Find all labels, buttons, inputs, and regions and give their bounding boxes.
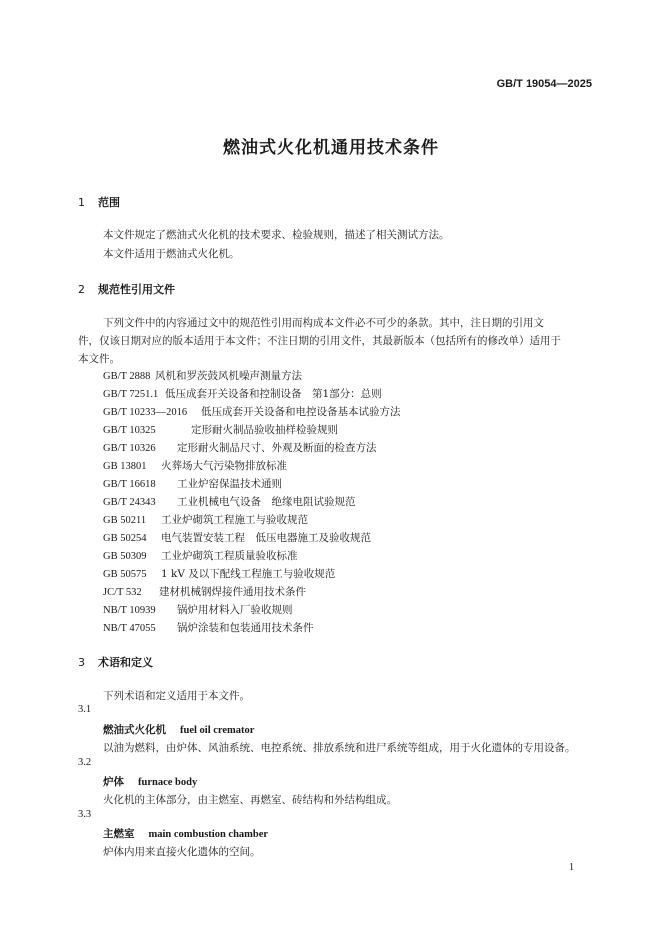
term-name-cn: 主燃室 (103, 828, 135, 840)
reference-code: GB 50309 (103, 551, 147, 562)
section-3-intro: 下列术语和定义适用于本文件。 (103, 690, 250, 702)
reference-code: GB 50254 (103, 533, 147, 544)
reference-code: GB 50211 (103, 515, 147, 526)
page-number: 1 (569, 862, 574, 873)
reference-item (103, 422, 338, 437)
document-title: 燃油式火化机通用技术条件 (223, 138, 439, 158)
reference-title: 定形耐火制品验收抽样检验规则 (191, 424, 338, 436)
section-title: 范围 (98, 196, 120, 209)
reference-code: GB/T 10233—2016 (103, 407, 188, 418)
term-number: 3.1 (78, 704, 92, 715)
reference-item (103, 620, 314, 635)
term-heading (103, 826, 268, 841)
reference-code: GB/T 10325 (103, 425, 156, 436)
section-title: 术语和定义 (98, 656, 153, 669)
reference-code: NB/T 47055 (103, 623, 156, 634)
term-definition: 炉体内用来直接火化遗体的空间。 (103, 846, 261, 858)
reference-item (103, 386, 382, 401)
section-number: 1 (78, 196, 85, 209)
reference-item (103, 440, 377, 455)
reference-item (103, 458, 287, 473)
reference-item (103, 602, 293, 617)
section-1-paragraph: 本文件适用于燃油式火化机。 (103, 248, 240, 260)
reference-title: 工业炉砌筑工程施工与验收规范 (161, 514, 308, 526)
reference-code: GB/T 2888 (103, 371, 151, 382)
section-number: 3 (78, 656, 85, 669)
section-2-heading (78, 281, 175, 297)
section-1-paragraph: 本文件规定了燃油式火化机的技术要求、检验规则，描述了相关测试方法。 (103, 229, 450, 241)
reference-code: GB/T 24343 (103, 497, 156, 508)
term-name-en: furnace body (138, 777, 198, 788)
reference-title: 工业炉砌筑工程质量验收标准 (161, 550, 298, 562)
reference-title: 火葬场大气污染物排放标准 (161, 460, 287, 472)
section-2-intro-line: 件，仅该日期对应的版本适用于本文件；不注日期的引用文件，其最新版本（包括所有的修改单）适用于 (78, 335, 561, 347)
reference-item (103, 494, 356, 509)
section-3-heading (78, 654, 153, 670)
reference-code: GB/T 7251.1 (103, 389, 159, 400)
standard-code: GB/T 19054—2025 (496, 78, 592, 90)
reference-code: JC/T 532 (103, 587, 142, 598)
reference-title: 电气装置安装工程 低压电器施工及验收规范 (161, 532, 371, 544)
reference-title: 1 kV 及以下配线工程施工与验收规范 (161, 568, 336, 580)
reference-title: 锅炉涂装和包装通用技术条件 (177, 622, 314, 634)
term-name-en: main combustion chamber (148, 829, 269, 840)
reference-title: 锅炉用材料入厂验收规则 (177, 604, 293, 616)
reference-item (103, 404, 401, 419)
section-2-intro-line: 下列文件中的内容通过文中的规范性引用而构成本文件必不可少的条款。其中，注日期的引用文 (103, 317, 544, 329)
reference-title: 工业机械电气设备 绝缘电阻试验规范 (177, 496, 356, 508)
term-heading (103, 774, 197, 789)
reference-code: GB/T 16618 (103, 479, 156, 490)
term-number: 3.2 (78, 757, 92, 768)
reference-title: 工业炉窑保温技术通则 (177, 478, 282, 490)
reference-item (103, 368, 302, 383)
reference-title: 低压成套开关设备和电控设备基本试验方法 (201, 406, 401, 418)
section-number: 2 (78, 283, 85, 296)
section-2-intro-line: 本文件。 (78, 353, 120, 365)
reference-item (103, 566, 335, 581)
term-name-cn: 燃油式火化机 (103, 724, 166, 736)
reference-code: GB 13801 (103, 461, 147, 472)
reference-code: NB/T 10939 (103, 605, 156, 616)
section-1-heading (78, 194, 120, 210)
reference-title: 风机和罗茨鼓风机噪声测量方法 (155, 370, 302, 382)
reference-title: 低压成套开关设备和控制设备 第1部分：总则 (165, 388, 382, 400)
term-definition: 以油为燃料，由炉体、风油系统、电控系统、排放系统和进尸系统等组成，用于火化遗体的专用设备。 (103, 742, 576, 754)
reference-title: 建材机械钢焊接件通用技术条件 (159, 586, 306, 598)
reference-item (103, 476, 282, 491)
term-number: 3.3 (78, 809, 92, 820)
term-name-en: fuel oil cremator (180, 725, 255, 736)
term-definition: 火化机的主体部分，由主燃室、再燃室、砖结构和外结构组成。 (103, 794, 397, 806)
reference-title: 定形耐火制品尺寸、外观及断面的检查方法 (177, 442, 377, 454)
reference-code: GB/T 10326 (103, 443, 156, 454)
term-heading (103, 722, 254, 737)
reference-code: GB 50575 (103, 569, 147, 580)
reference-item (103, 584, 306, 599)
section-title: 规范性引用文件 (98, 283, 175, 296)
reference-item (103, 548, 298, 563)
term-name-cn: 炉体 (103, 776, 124, 788)
reference-item (103, 530, 371, 545)
reference-item (103, 512, 308, 527)
